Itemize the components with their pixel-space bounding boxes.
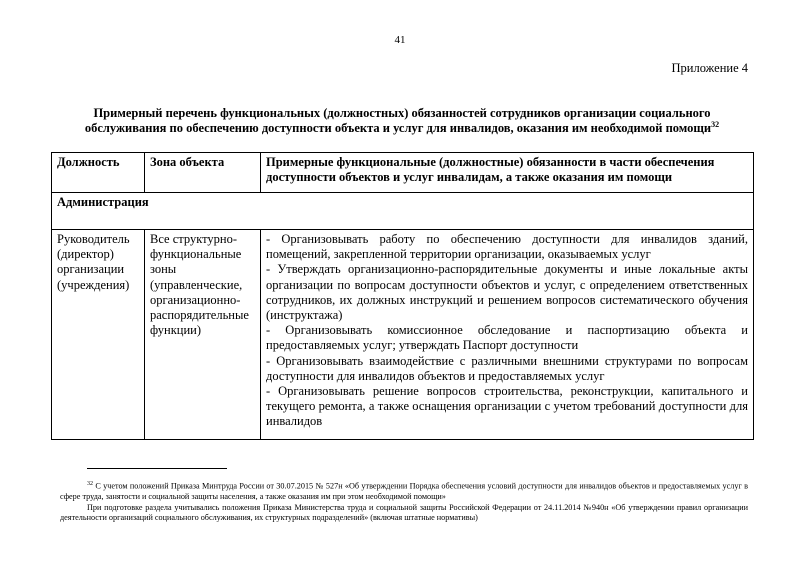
header-position: Должность [52, 153, 145, 193]
footnote-divider [87, 468, 227, 469]
cell-duties [261, 230, 754, 440]
page-number: 41 [394, 34, 406, 46]
header-duties: Примерные функциональные (должностные) обязанности в части обеспечения доступности объектов и услуг инвалидам, а также оказания им помощи [261, 153, 754, 193]
footnote-text: С учетом положений Приказа Минтруда России от 30.07.2015 № 527н «Об утверждении Порядка обеспечения условий доступности для инвалидов объектов и предоставляемых услуг в сфере труда, занятости и социальной защиты населения, а также оказания им при этом необходимой помощи» [60, 481, 748, 502]
cell-zone: Все структурно-функциональные зоны (управленческие, организационно-распорядительные функции) [145, 230, 261, 440]
section-row [52, 193, 754, 230]
title-text: Примерный перечень функциональных (должностных) обязанностей сотрудников организации социального обслуживания по обеспечению доступности объекта и услуг для инвалидов, оказания им необходимой помощи [84, 106, 712, 135]
table-row [52, 230, 754, 440]
duty-item: - Организовывать работу по обеспечению доступности для инвалидов зданий, помещений, закрепленной территории организации, оказываемых услуг [266, 232, 748, 262]
footnote-marker: 32 [87, 481, 93, 487]
document-title [60, 106, 744, 136]
appendix-label: Приложение 4 [671, 61, 748, 75]
table-header-row [52, 153, 754, 193]
footnotes [60, 479, 748, 524]
section-title: Администрация [52, 193, 754, 230]
duty-item: - Организовывать взаимодействие с различными внешними структурами по вопросам доступности для инвалидов объектов и предоставляемых услуг [266, 353, 748, 383]
footnote-text: При подготовке раздела учитывались положения Приказа Министерства труда и социальной защиты Российской Федерации от 24.11.2014 №940н «Об утверждении правил организации деятельности организаций социального обслуживания, их структурных подразделений» (включая штатные нормативы) [60, 502, 748, 523]
duties-table [51, 152, 754, 440]
footnote [60, 503, 748, 524]
footnote [60, 479, 748, 503]
duty-item: - Организовывать решение вопросов строительства, реконструкции, капитального и текущего ремонта, а также оснащения организации с учетом требований доступности для инвалидов [266, 384, 748, 429]
header-zone: Зона объекта [145, 153, 261, 193]
cell-position: Руководитель (директор) организации (учреждения) [52, 230, 145, 440]
duty-item: - Организовывать комиссионное обследование и паспортизацию объекта и предоставляемых услуг; утверждать Паспорт доступности [266, 323, 748, 353]
duty-item: - Утверждать организационно-распорядительные документы и иные локальные акты организации по вопросам доступности объектов и услуг, с определением ответственных сотрудников, их должных инструкций и решением вопросов систематического обучения (инструктажа) [266, 262, 748, 323]
title-footnote-ref: 32 [711, 119, 720, 129]
